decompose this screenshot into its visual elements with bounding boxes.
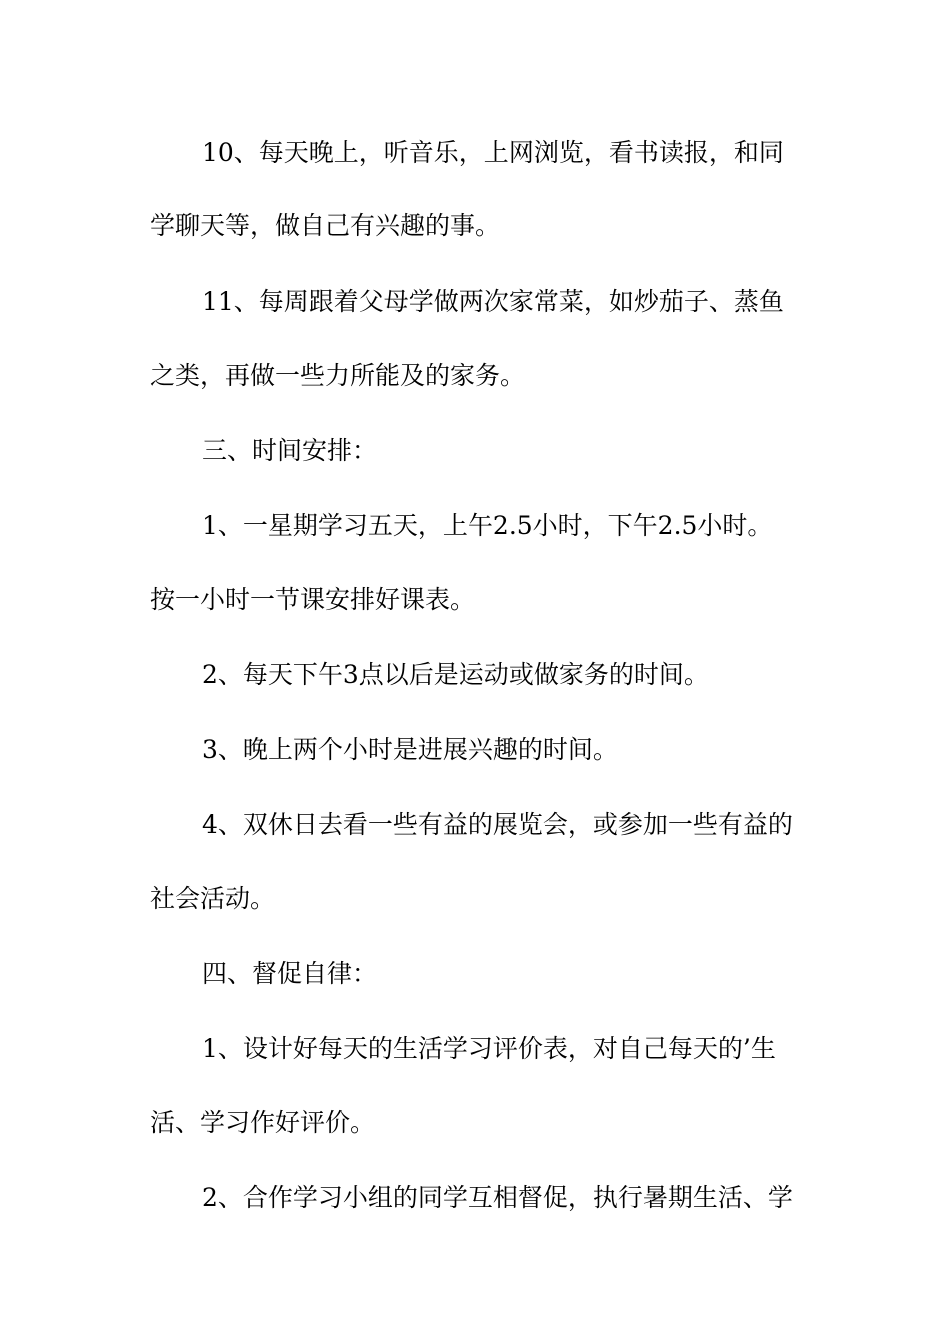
section-heading-self-discipline: 四、督促自律： [202, 959, 378, 988]
discipline-item-1-line-2: 活、学习作好评价。 [150, 1108, 376, 1137]
schedule-item-1-line-2: 按一小时一节课安排好课表。 [150, 585, 476, 614]
schedule-item-3: 3、晚上两个小时是进展兴趣的时间。 [202, 735, 618, 764]
schedule-item-1-line-1: 1、一星期学习五天，上午2.5小时，下午2.5小时。 [202, 511, 773, 540]
schedule-item-4-line-2: 社会活动。 [150, 884, 276, 913]
schedule-item-2: 2、每天下午3点以后是运动或做家务的时间。 [202, 660, 709, 689]
discipline-item-2-line-1: 2、合作学习小组的同学互相督促，执行暑期生活、学 [202, 1183, 793, 1212]
paragraph-10-line-1: 10、每天晚上，听音乐，上网浏览，看书读报，和同 [202, 138, 784, 167]
discipline-item-1-line-1: 1、设计好每天的生活学习评价表，对自己每天的’生 [202, 1034, 776, 1063]
schedule-item-4-line-1: 4、双休日去看一些有益的展览会，或参加一些有益的 [202, 810, 793, 839]
paragraph-10-line-2: 学聊天等，做自己有兴趣的事。 [150, 211, 501, 240]
paragraph-11-line-2: 之类，再做一些力所能及的家务。 [150, 361, 526, 390]
section-heading-time-schedule: 三、时间安排： [202, 436, 378, 465]
paragraph-11-line-1: 11、每周跟着父母学做两次家常菜，如炒茄子、蒸鱼 [202, 287, 784, 316]
